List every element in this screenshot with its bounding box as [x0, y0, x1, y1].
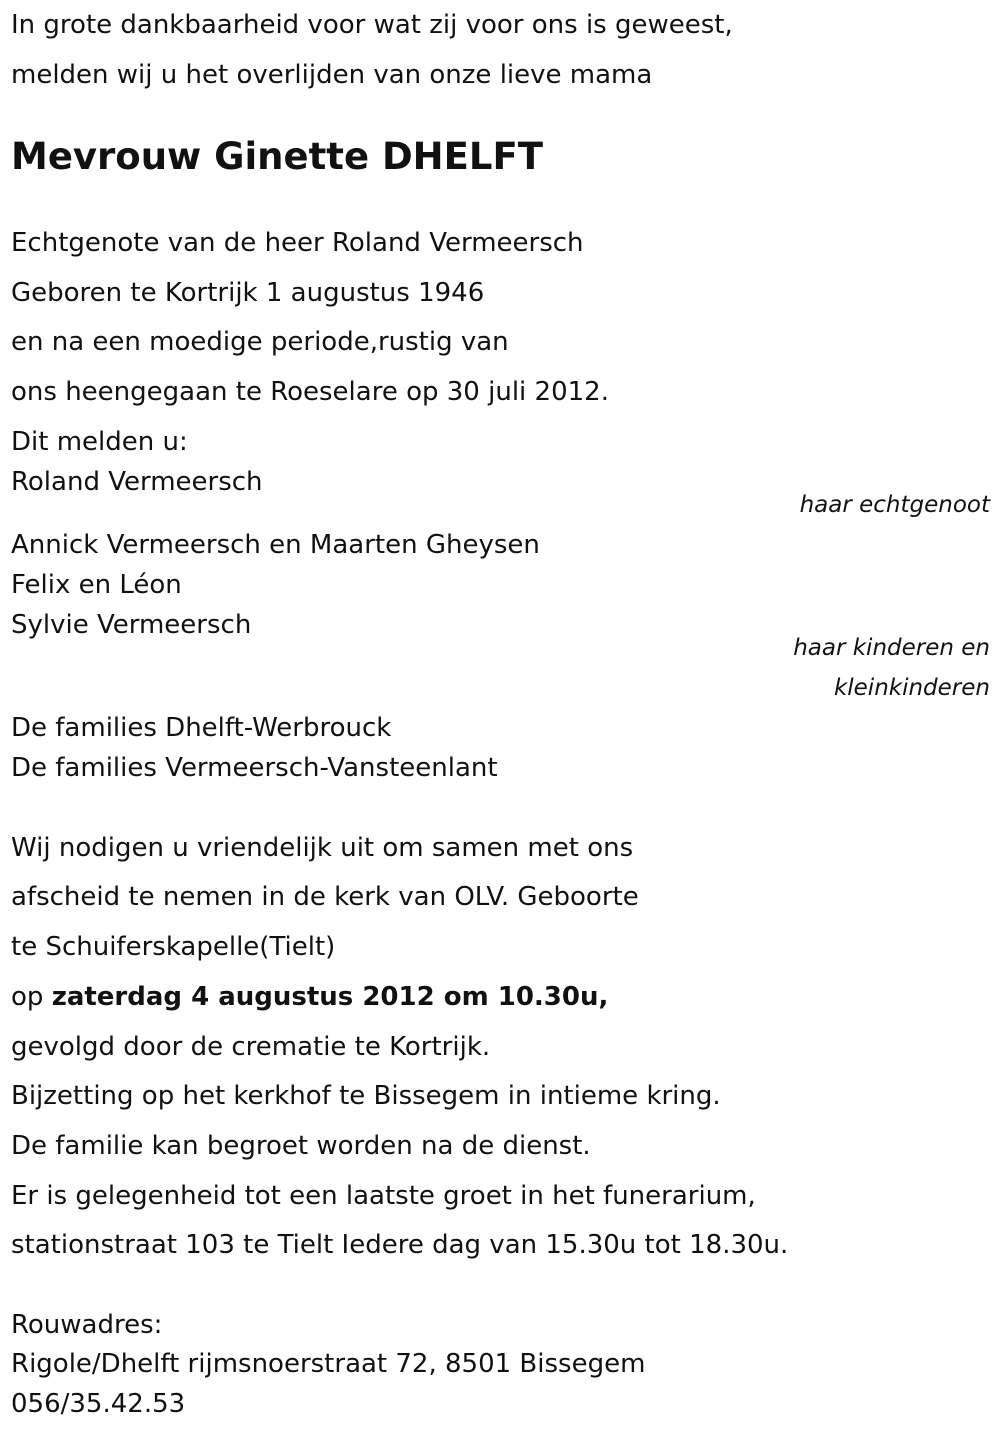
service-after-line-5: stationstraat 103 te Tielt Iedere dag van 15.30u tot 18.30u. — [11, 1230, 789, 1260]
family-line-2: De families Vermeersch-Vansteenlant — [11, 753, 498, 783]
service-date-prefix: op — [11, 982, 52, 1012]
spouse-name: Roland Vermeersch — [11, 467, 263, 497]
family-line-1: De families Dhelft-Werbrouck — [11, 713, 392, 743]
children-relation-line-1: haar kinderen en — [793, 635, 990, 661]
announced-by-label: Dit melden u: — [11, 427, 188, 457]
address-phone: 056/35.42.53 — [11, 1389, 186, 1419]
child-line-1: Annick Vermeersch en Maarten Gheysen — [11, 530, 540, 560]
bio-line-4: ons heengegaan te Roeselare op 30 juli 2012. — [11, 377, 609, 407]
service-after-line-4: Er is gelegenheid tot een laatste groet in het funerarium, — [11, 1181, 756, 1211]
address-label: Rouwadres: — [11, 1310, 163, 1340]
service-after-line-1: gevolgd door de crematie te Kortrijk. — [11, 1032, 491, 1062]
service-after-line-2: Bijzetting op het kerkhof te Bissegem in intieme kring. — [11, 1081, 721, 1111]
address-street: Rigole/Dhelft rijmsnoerstraat 72, 8501 Bissegem — [11, 1349, 646, 1379]
service-line-2: afscheid te nemen in de kerk van OLV. Geboorte — [11, 882, 639, 912]
children-relation-line-2: kleinkinderen — [833, 675, 990, 701]
service-line-1: Wij nodigen u vriendelijk uit om samen met ons — [11, 833, 634, 863]
intro-line-1: In grote dankbaarheid voor wat zij voor ons is geweest, — [11, 10, 733, 40]
bio-line-2: Geboren te Kortrijk 1 augustus 1946 — [11, 278, 485, 308]
service-after-line-3: De familie kan begroet worden na de dienst. — [11, 1131, 591, 1161]
deceased-name: Mevrouw Ginette DHELFT — [11, 135, 543, 178]
service-date: zaterdag 4 augustus 2012 om 10.30u, — [51, 982, 609, 1012]
service-date-line — [11, 981, 608, 1013]
intro-line-2: melden wij u het overlijden van onze lieve mama — [11, 60, 653, 90]
spouse-relation: haar echtgenoot — [799, 492, 990, 518]
child-line-3: Sylvie Vermeersch — [11, 610, 252, 640]
bio-line-1: Echtgenote van de heer Roland Vermeersch — [11, 228, 584, 258]
service-line-3: te Schuiferskapelle(Tielt) — [11, 932, 336, 962]
bio-line-3: en na een moedige periode,rustig van — [11, 327, 509, 357]
child-line-2: Felix en Léon — [11, 570, 182, 600]
